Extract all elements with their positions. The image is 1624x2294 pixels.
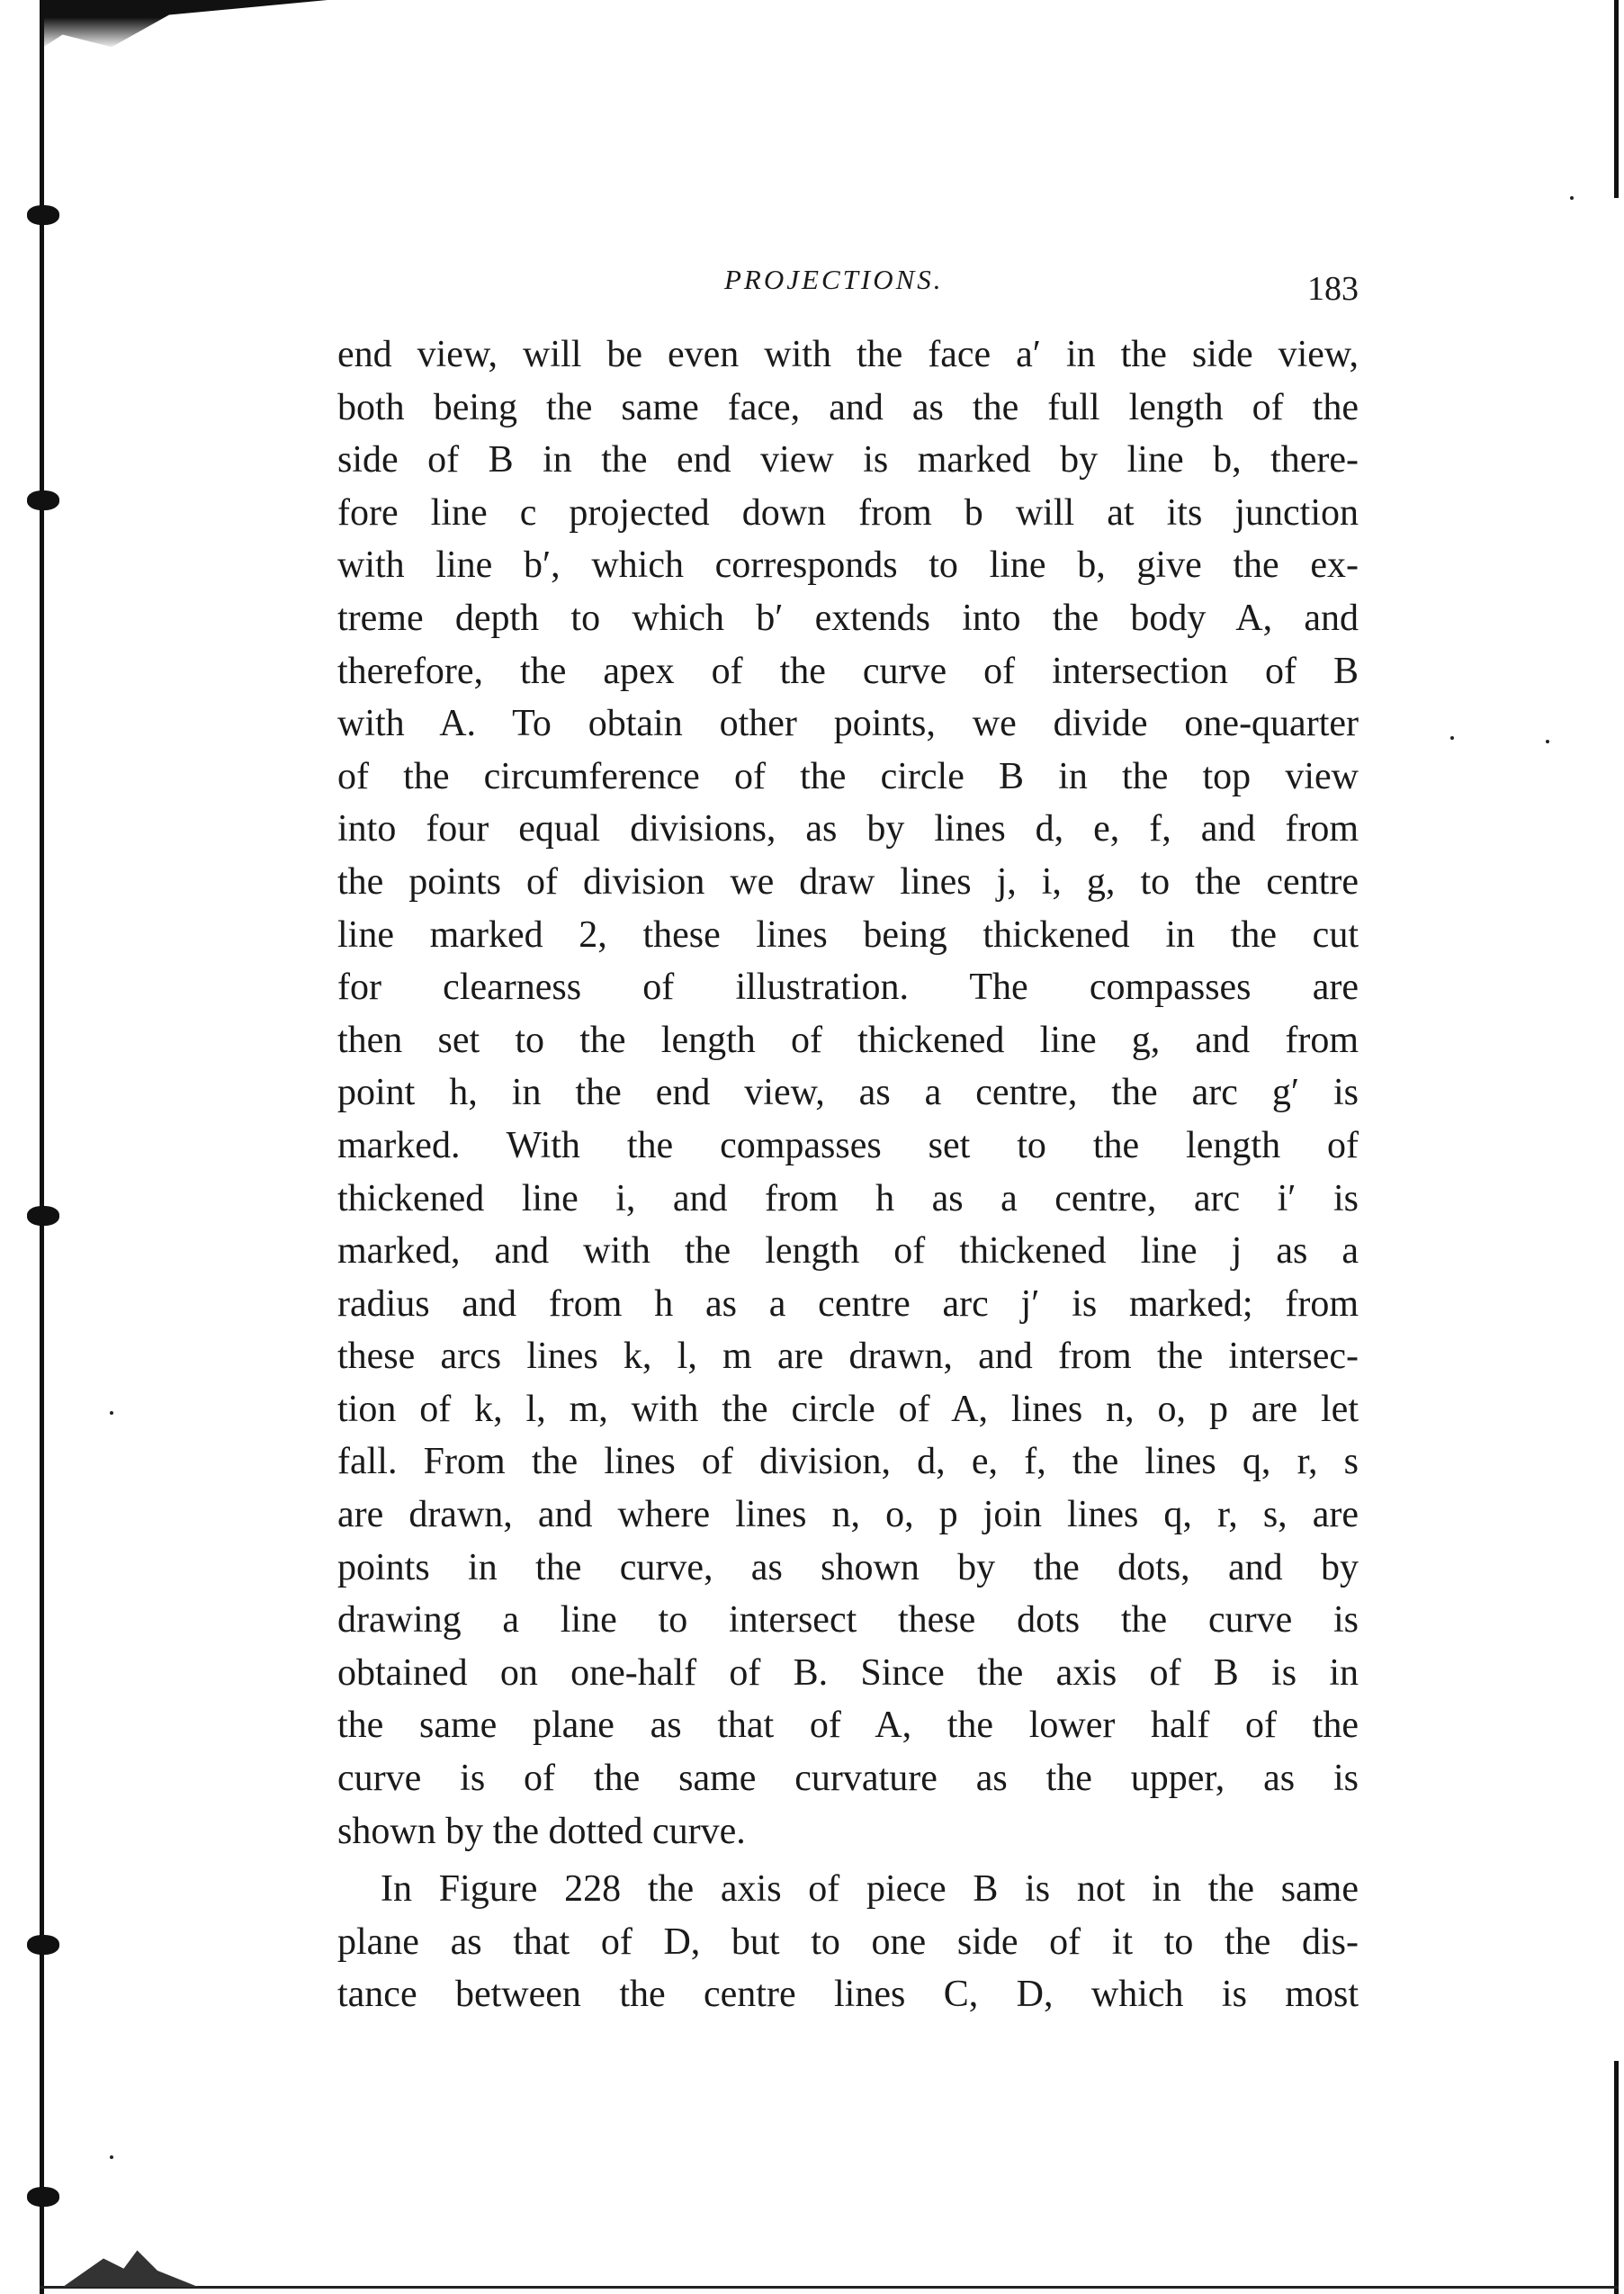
text-line: thickened line i, and from h as a centre, arc i′ is [337,1177,1359,1219]
text-line: point h, in the end view, as a centre, the arc g′ is [337,1072,1359,1114]
binding-mark [27,2187,59,2207]
text-line: shown by the dotted curve. [337,1810,746,1852]
text-line: tion of k, l, m, with the circle of A, lines n, o, p are let [337,1388,1359,1430]
text-line: marked. With the compasses set to the length of [337,1124,1359,1166]
binding-mark [27,1206,59,1226]
text-line: then set to the length of thickened line g, and from [337,1019,1359,1061]
scan-speck [1570,196,1574,200]
text-line: tance between the centre lines C, D, which is most [337,1974,1359,2016]
scan-speck [110,1411,113,1415]
body-text [337,328,1359,2021]
text-line: fore line c projected down from b will at its junction [337,491,1359,534]
scan-corner-shadow-top [40,0,327,49]
binding-mark [27,490,59,510]
text-line: both being the same face, and as the full length of the [337,386,1359,428]
text-line: are drawn, and where lines n, o, p join lines q, r, s, are [337,1494,1359,1536]
scan-speck [1450,736,1454,740]
running-head [337,256,1359,310]
text-line: the same plane as that of A, the lower half of the [337,1705,1359,1747]
text-line: the points of division we draw lines j, i, g, to the centre [337,860,1359,903]
text-line: side of B in the end view is marked by line b, there- [337,439,1359,481]
text-line: curve is of the same curvature as the upper, as is [337,1758,1359,1800]
running-title: PROJECTIONS. [724,264,944,295]
text-line: into four equal divisions, as by lines d, e, f, and from [337,808,1359,850]
scan-speck [1546,740,1549,743]
text-line: radius and from h as a centre arc j′ is marked; from [337,1282,1359,1325]
text-line: for clearness of illustration. The compasses are [337,967,1359,1009]
paragraph [337,328,1359,1858]
text-line: treme depth to which b′ extends into the body A, and [337,597,1359,639]
scan-right-edge [1614,0,1619,198]
text-line: of the circumference of the circle B in the top view [337,755,1359,797]
text-line: these arcs lines k, l, m are drawn, and from the intersec- [337,1336,1359,1378]
page-number: 183 [1307,270,1359,308]
scan-corner-shadow-bottom [63,2246,198,2287]
scan-right-edge-lower [1614,2061,1619,2294]
text-line: marked, and with the length of thickened line j as a [337,1230,1359,1273]
text-line: drawing a line to intersect these dots the curve is [337,1599,1359,1642]
scan-speck [110,2155,113,2159]
binding-mark [27,205,59,225]
paragraph [337,1863,1359,2021]
text-line: obtained on one-half of B. Since the axis of B is in [337,1651,1359,1694]
text-line: plane as that of D, but to one side of it to the dis- [337,1921,1359,1963]
text-line: In Figure 228 the axis of piece B is not in the same [381,1868,1359,1911]
text-line: with A. To obtain other points, we divide one-quarter [337,703,1359,745]
text-line: points in the curve, as shown by the dots, and by [337,1546,1359,1588]
binding-mark [27,1935,59,1955]
scan-bottom-edge [40,2286,1619,2289]
text-line: line marked 2, these lines being thickened in the cut [337,913,1359,956]
text-line: therefore, the apex of the curve of intersection of B [337,650,1359,692]
text-line: fall. From the lines of division, d, e, f, the lines q, r, s [337,1441,1359,1483]
text-line: with line b′, which corresponds to line b, give the ex- [337,544,1359,587]
text-line: end view, will be even with the face a′ in the side view, [337,334,1359,375]
